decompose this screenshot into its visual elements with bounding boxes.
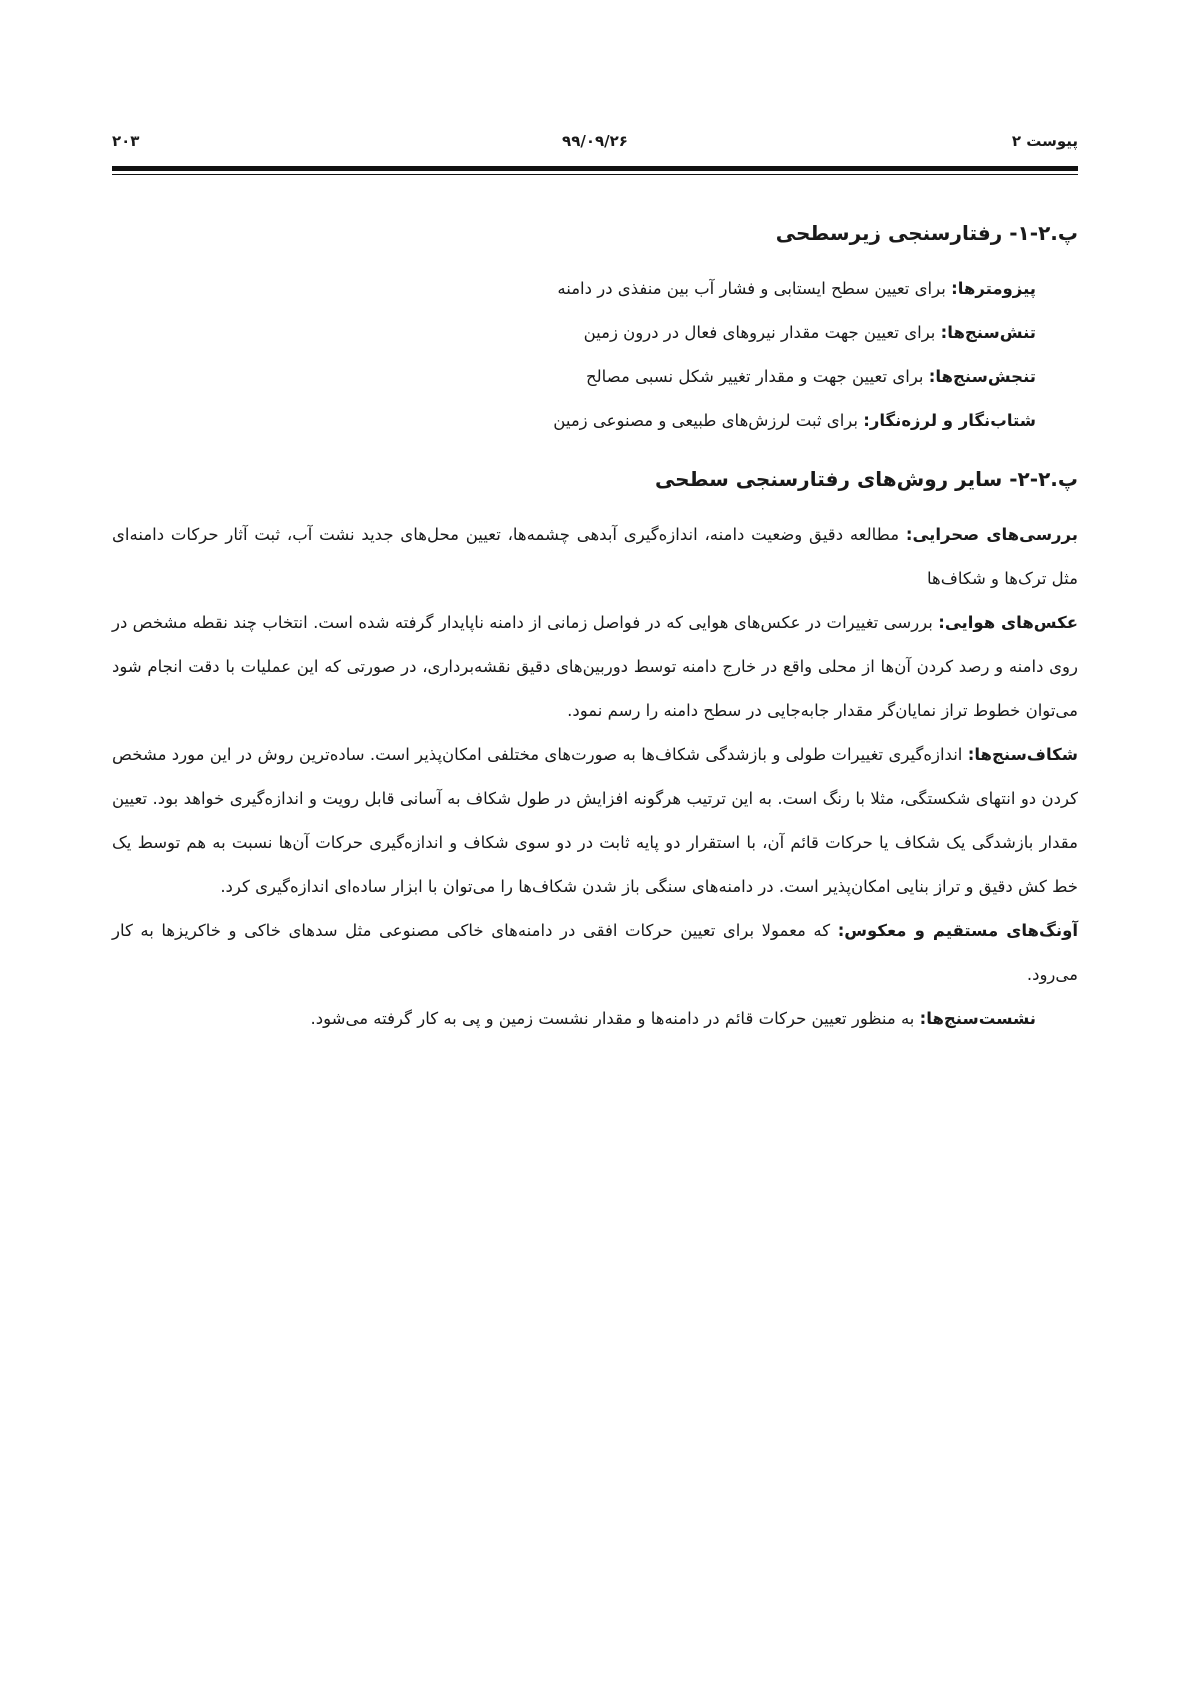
page-number: ۲۰۳ xyxy=(112,132,140,150)
paragraph-term: آونگ‌های مستقیم و معکوس: xyxy=(837,921,1078,940)
header-date: ۹۹/۰۹/۲۶ xyxy=(562,132,628,150)
paragraph-field-survey xyxy=(112,513,1078,601)
paragraph-term: شکاف‌سنج‌ها: xyxy=(967,745,1078,764)
paragraph-settlement-gauges xyxy=(112,997,1078,1041)
running-header xyxy=(112,120,1078,160)
paragraph-text: اندازه‌گیری تغییرات طولی و بازشدگی شکاف‌ها به صورت‌های مختلفی امکان‌پذیر است. ساده‌ترین روش در این مورد مشخص کردن دو انتهای شکستگی، مثلا با رنگ است. به این ترتیب هرگونه افزایش در طول شکاف به آسانی قابل رویت و اندازه‌گیری خواهد بود. تعیین مقدار بازشدگی یک شکاف یا حرکات قائم آن، با استقرار دو پایه ثابت در دو سوی شکاف و اندازه‌گیری حرکات آن‌ها نسبت به هم توسط یک خط کش دقیق و تراز بنایی امکان‌پذیر است. در دامنه‌های سنگی باز شدن شکاف‌ها را می‌توان با ابزار ساده‌ای اندازه‌گیری کرد. xyxy=(112,745,1078,896)
appendix-label: پیوست ۲ xyxy=(1011,132,1078,150)
instrument-list xyxy=(112,267,1078,443)
paragraph-term: نشست‌سنج‌ها: xyxy=(919,1009,1036,1028)
list-item-term: تنش‌سنج‌ها: xyxy=(940,323,1036,342)
paragraph-text: به منظور تعیین حرکات قائم در دامنه‌ها و مقدار نشست زمین و پی به کار گرفته می‌شود. xyxy=(310,1009,920,1028)
list-item xyxy=(112,399,1036,443)
list-item-term: تنجش‌سنج‌ها: xyxy=(928,367,1036,386)
header-rule-thick xyxy=(112,166,1078,171)
list-item-text: برای تعیین سطح ایستابی و فشار آب بین منفذی در دامنه xyxy=(557,279,952,298)
paragraph-text: که معمولا برای تعیین حرکات افقی در دامنه‌های خاکی مصنوعی مثل سدهای خاکی و خاکریزها به کار می‌رود. xyxy=(112,921,1078,984)
list-item-text: برای ثبت لرزش‌های طبیعی و مصنوعی زمین xyxy=(553,411,864,430)
paragraph-term: بررسی‌های صحرایی: xyxy=(905,525,1079,544)
paragraph-text: مطالعه دقیق وضعیت دامنه، اندازه‌گیری آبدهی چشمه‌ها، تعیین محل‌های جدید نشت آب، ثبت آثار حرکات دامنه‌ای مثل ترک‌ها و شکاف‌ها xyxy=(112,525,1078,588)
list-item-term: شتاب‌نگار و لرزه‌نگار: xyxy=(863,411,1036,430)
list-item-term: پیزومترها: xyxy=(951,279,1036,298)
list-item-text: برای تعیین جهت و مقدار تغییر شکل نسبی مصالح xyxy=(585,367,929,386)
paragraph-text: بررسی تغییرات در عکس‌های هوایی که در فواصل زمانی از دامنه ناپایدار گرفته شده است. انتخاب چند نقطه مشخص در روی دامنه و رصد کردن آن‌ها از محلی واقع در خارج دامنه توسط دوربین‌های دقیق نقشه‌برداری، در صورتی که این عملیات با دقت انجام شود می‌توان خطوط تراز نمایان‌گر مقدار جابه‌جایی در سطح دامنه را رسم نمود. xyxy=(112,613,1078,720)
paragraph-crack-meters xyxy=(112,733,1078,909)
paragraph-pendulums xyxy=(112,909,1078,997)
list-item xyxy=(112,311,1036,355)
document-page xyxy=(112,120,1078,1041)
section-heading-surface: پ.۲-۲- سایر روش‌های رفتارسنجی سطحی xyxy=(654,467,1078,491)
paragraph-term: عکس‌های هوایی: xyxy=(938,613,1078,632)
header-rule-thin xyxy=(112,174,1078,175)
list-item xyxy=(112,355,1036,399)
section-heading-subsurface: پ.۲-۱- رفتارسنجی زیرسطحی xyxy=(775,221,1078,245)
paragraph-aerial-photos xyxy=(112,601,1078,733)
list-item-text: برای تعیین جهت مقدار نیروهای فعال در درون زمین xyxy=(583,323,941,342)
list-item xyxy=(112,267,1036,311)
